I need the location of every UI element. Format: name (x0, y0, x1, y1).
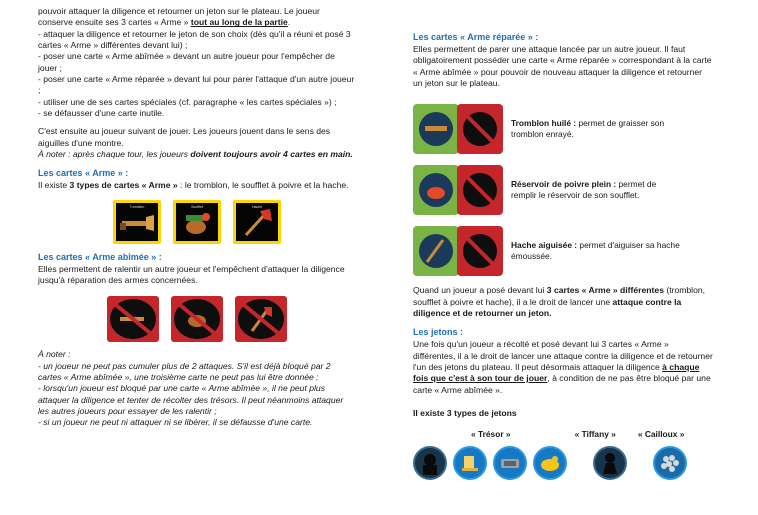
repair-row-poivre (413, 162, 713, 217)
broken-soufflet-icon (174, 299, 220, 339)
token-tresor-chair (453, 446, 487, 480)
action-bullet-4: - utiliser une de ses cartes spéciales (cf. paragraphe « les cartes spéciales ») ; (38, 96, 337, 107)
card-soufflet-abime (171, 296, 223, 342)
repair-desc-poivre: Réservoir de poivre plein : permet de remplir le réservoir de son soufflet. (511, 178, 657, 200)
abimee-cards-row (38, 296, 356, 342)
broken-tromblon-icon (457, 104, 503, 154)
right-page (413, 0, 713, 515)
card-soufflet (173, 200, 221, 244)
jetons-paragraph: Une fois qu'un joueur a récolté et posé devant lui 3 cartes « Arme » différentes, il a le droit de lancer une attaque contre la diligence et de retourner l'un des jetons du plateau. Il peut désormais attaquer la diligence à chaque fois que c'est à son tour de jouer, à condition de ne pas être bloqué par une carte « Arme abîmée ». (413, 339, 713, 395)
arme-paragraph: Il existe 3 types de cartes « Arme » : le tromblon, le soufflet à poivre et la hache. (38, 180, 349, 191)
tromblon-huile-icon (413, 104, 459, 154)
token-types-title: Il existe 3 types de jetons (413, 407, 517, 418)
card-hache-abimee (235, 296, 287, 342)
card-hache (233, 200, 281, 244)
tokens-row (413, 446, 713, 480)
label-cailloux: « Cailloux » (637, 429, 685, 440)
token-tresor-bandit (413, 446, 447, 480)
note-title: À noter : (38, 349, 71, 360)
note-bullet-3: - si un joueur ne peut ni attaquer ni se libérer, il se défausse d'une carte. (38, 417, 313, 428)
note-cards-in-hand: À noter : après chaque tour, les joueurs doivent toujours avoir 4 cartes en main. (38, 149, 353, 160)
card-tromblon (113, 200, 161, 244)
pebbles-icon (655, 448, 685, 478)
coins-icon (495, 448, 525, 478)
attack-paragraph: Quand un joueur a posé devant lui 3 cartes « Arme » différentes (tromblon, soufflet à poivre et hache), il a le droit de lancer une attaque contre la diligence et de retourner un jeton. (413, 285, 706, 318)
card-title: Soufflet (191, 204, 203, 209)
broken-tromblon-icon (110, 299, 156, 339)
card-tromblon-huile (413, 104, 459, 154)
broken-hache-icon (457, 226, 503, 276)
broken-soufflet-icon (457, 165, 503, 215)
hache-aiguisee-icon (413, 226, 459, 276)
heading-arme-abimee: Les cartes « Arme abîmée » : (38, 251, 162, 262)
tiffany-icon (595, 448, 625, 478)
bandit-icon (415, 448, 445, 478)
repair-row-hache (413, 223, 713, 278)
action-bullet-5: - se défausser d'une carte inutile. (38, 108, 165, 119)
label-tresor: « Trésor » (471, 429, 511, 440)
action-bullet-1: - attaquer la diligence et retourner le jeton de son choix (dès qu'il a réuni et posé 3 cartes « Arme » différentes devant lui) ; (38, 28, 351, 51)
reparee-paragraph: Elles permettent de parer une attaque lancée par un autre joueur. Il faut obligatoirement posséder une carte « Arme réparée » correspondant à la carte « Arme abîmée » pour pouvoir de nouveau attaquer la diligence et retourner un jeton sur le plateau. (413, 43, 712, 88)
card-hache-aiguisee (413, 226, 459, 276)
token-tresor-gold (533, 446, 567, 480)
token-labels (413, 429, 713, 440)
gold-icon (535, 448, 565, 478)
label-tiffany: « Tiffany » (574, 429, 616, 440)
token-tiffany (593, 446, 627, 480)
arme-cards-row (38, 200, 356, 244)
card-tromblon-abime (107, 296, 159, 342)
repair-desc-tromblon: Tromblon huilé : permet de graisser son tromblon enrayé. (511, 117, 665, 139)
heading-arme: Les cartes « Arme » : (38, 168, 129, 179)
card-soufflet-abime-small (457, 165, 503, 215)
abimee-paragraph: Elles permettent de ralentir un autre joueur et l'empêchent d'attaquer la diligence jusqu'à réparation des armes concernées. (38, 263, 345, 285)
card-reservoir-poivre (413, 165, 459, 215)
token-tresor-coins (493, 446, 527, 480)
action-bullet-2: - poser une carte « Arme abîmée » devant un autre joueur pour l'empêcher de jouer ; (38, 51, 335, 73)
heading-jetons: Les jetons : (413, 327, 464, 338)
action-bullet-3: - poser une carte « Arme réparée » devant lui pour parer l'attaque d'un autre joueur ; (38, 74, 355, 96)
turn-paragraph: C'est ensuite au joueur suivant de jouer. Les joueurs jouent dans le sens des aiguilles d'une montre. (38, 126, 331, 148)
heading-arme-reparee: Les cartes « Arme réparée » : (413, 32, 539, 42)
repair-desc-hache: Hache aiguisée : permet d'aiguiser sa hache émoussée. (511, 239, 680, 261)
card-title: Tromblon (129, 204, 145, 209)
broken-hache-icon (238, 299, 284, 339)
chair-icon (455, 448, 485, 478)
token-cailloux (653, 446, 687, 480)
tromblon-icon (116, 203, 158, 241)
note-bullet-2: - lorsqu'un joueur est bloqué par une carte « Arme abîmée », il ne peut plus attaquer la diligence et tenter de récolter des trésors. Il peut néanmoins attaquer les autres joueurs pour essayer de les ralentir ; (38, 383, 344, 416)
soufflet-icon (176, 203, 218, 241)
emphasis-text: tout au long de la partie (190, 17, 288, 28)
left-page (38, 0, 356, 515)
hache-icon (236, 203, 278, 241)
intro-paragraph: pouvoir attaquer la diligence et retourner un jeton sur le plateau. Le joueur conserve ensuite ses 3 cartes « Arme » tout au long de la partie. (38, 6, 320, 28)
card-hache-abimee-small (457, 226, 503, 276)
card-tromblon-abime-small (457, 104, 503, 154)
reservoir-poivre-icon (413, 165, 459, 215)
note-bullet-1: - un joueur ne peut pas cumuler plus de 2 attaques. S'il est déjà bloqué par 2 cartes « Arme abîmée », une troisième carte ne peut pas lui être donnée ; (38, 360, 331, 382)
repair-row-tromblon (413, 101, 713, 156)
card-title: Hache (251, 204, 263, 209)
